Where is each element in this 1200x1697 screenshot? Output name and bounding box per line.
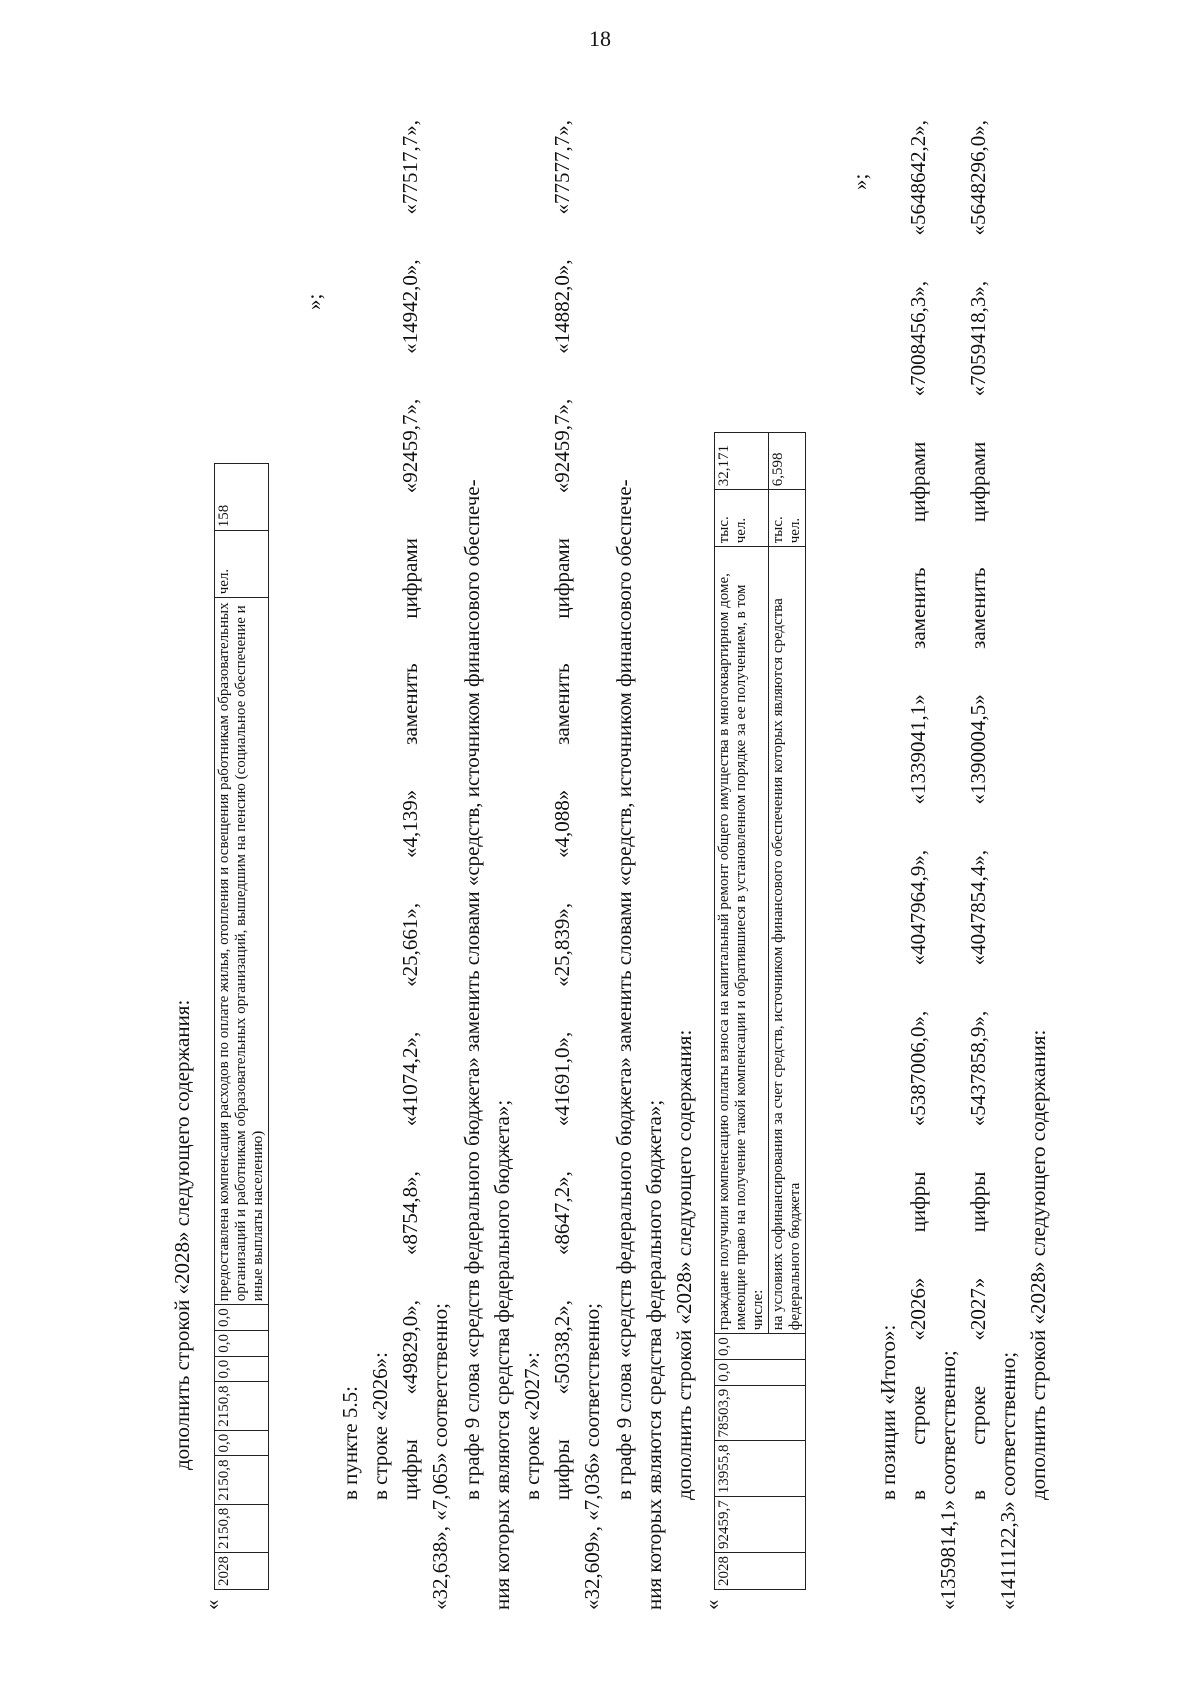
- itogo: в позиции «Итого»:: [876, 1324, 900, 1500]
- row-2027-line1: цифры «50338,2», «8647,2», «41691,0», «25,839», «4,088» заменить цифрами «92459,7», «14882,0», «77577,7»,: [550, 120, 574, 1500]
- block1-open-quote: «: [200, 1599, 224, 1610]
- itogo-2026-line1: в строке «2026» цифры «5387006,0», «4047964,9», «1339041,1» заменить цифрами «7008456,3», «5648642,2»,: [906, 120, 930, 1500]
- cell-description-2: на условиях софинансирования за счет средств, источником финансового обеспечения которых являются средства федерального бюджета: [769, 547, 806, 1334]
- cell-c6: 0,0: [215, 1331, 269, 1357]
- grafa9-2027-line1: в графе 9 слова «средств федерального бюджета» заменить словами «средств, источником финансового обеспече-: [612, 479, 636, 1500]
- cell-c4: 2150,8: [215, 1382, 269, 1430]
- rotated-page-content: [170, 120, 1070, 1610]
- row-2027-label: в строке «2027»:: [520, 1351, 544, 1500]
- cell-value-1: 32,171: [715, 433, 769, 490]
- block4-add-2028: дополнить строкой «2028» следующего содержания:: [1026, 1029, 1050, 1500]
- cell-c1: 92459,7: [715, 1497, 806, 1553]
- cell-description: предоставлена компенсация расходов по оплате жилья, отопления и освещения работникам образовательных организаций и работникам образовательных организаций, вышедшим на пенсию (социальное обеспечение и иные выплаты населению): [215, 598, 269, 1305]
- itogo-2027-line2: «1411122,3» соответственно;: [996, 1351, 1020, 1610]
- table-row: [715, 433, 769, 1590]
- cell-value-2: 6,598: [769, 433, 806, 490]
- cell-c3: 0,0: [215, 1430, 269, 1456]
- row-2026-line1: цифры «49829,0», «8754,8», «41074,2», «25,661», «4,139» заменить цифрами «92459,7», «14942,0», «77517,7»,: [398, 120, 422, 1500]
- grafa9-2026-line1: в графе 9 слова «средств федерального бюджета» заменить словами «средств, источником финансового обеспече-: [460, 479, 484, 1500]
- cell-c2: 2150,8: [215, 1456, 269, 1504]
- table-row: [215, 464, 269, 1590]
- page-number: 18: [589, 26, 611, 51]
- block3-table: [714, 432, 806, 1590]
- cell-c2: 13955,8: [715, 1441, 806, 1497]
- cell-unit-1: тыс. чел.: [715, 490, 769, 547]
- itogo-2027-line1: в строке «2027» цифры «5437858,9», «4047854,4», «1390004,5» заменить цифрами «7059418,3», «5648296,0»,: [966, 120, 990, 1500]
- block3-open-quote: «: [700, 1599, 724, 1610]
- cell-c7: 0,0: [215, 1305, 269, 1331]
- block1-intro: дополнить строкой «2028» следующего содержания:: [170, 999, 194, 1470]
- cell-c5: 0,0: [715, 1334, 806, 1360]
- item-5-5: в пункте 5.5:: [338, 1386, 362, 1500]
- block1-close-quote: »;: [302, 293, 326, 310]
- cell-c4: 0,0: [715, 1360, 806, 1386]
- cell-value: 158: [215, 464, 269, 531]
- block1-table: [214, 463, 269, 1590]
- cell-year: 2028: [215, 1553, 269, 1590]
- cell-year: 2028: [715, 1553, 806, 1590]
- row-2026-label: в строке «2026»:: [368, 1351, 392, 1500]
- block3-close-quote: »;: [848, 173, 872, 190]
- cell-unit-2: тыс. чел.: [769, 490, 806, 547]
- grafa9-2026-line2: ния которых являются средства федерального бюджета»;: [490, 1099, 514, 1610]
- cell-c5: 0,0: [215, 1356, 269, 1382]
- row-2027-line2: «32,609», «7,036» соответственно;: [580, 1303, 604, 1610]
- cell-unit: чел.: [215, 531, 269, 598]
- cell-c1: 2150,8: [215, 1504, 269, 1552]
- itogo-2026-line2: «1359814,1» соответственно;: [936, 1350, 960, 1610]
- cell-c3: 78503,9: [715, 1385, 806, 1441]
- row-2026-line2: «32,638», «7,065» соответственно;: [428, 1303, 452, 1610]
- block2-add-2028: дополнить строкой «2028» следующего содержания:: [672, 1029, 696, 1500]
- grafa9-2027-line2: ния которых являются средства федерального бюджета»;: [642, 1099, 666, 1610]
- cell-description-1: граждане получили компенсацию оплаты взноса на капитальный ремонт общего имущества в многоквартирном доме, имеющие право на получение такой компенсации и обратившиеся в установленном порядке за ее получением, в том числе:: [715, 547, 769, 1334]
